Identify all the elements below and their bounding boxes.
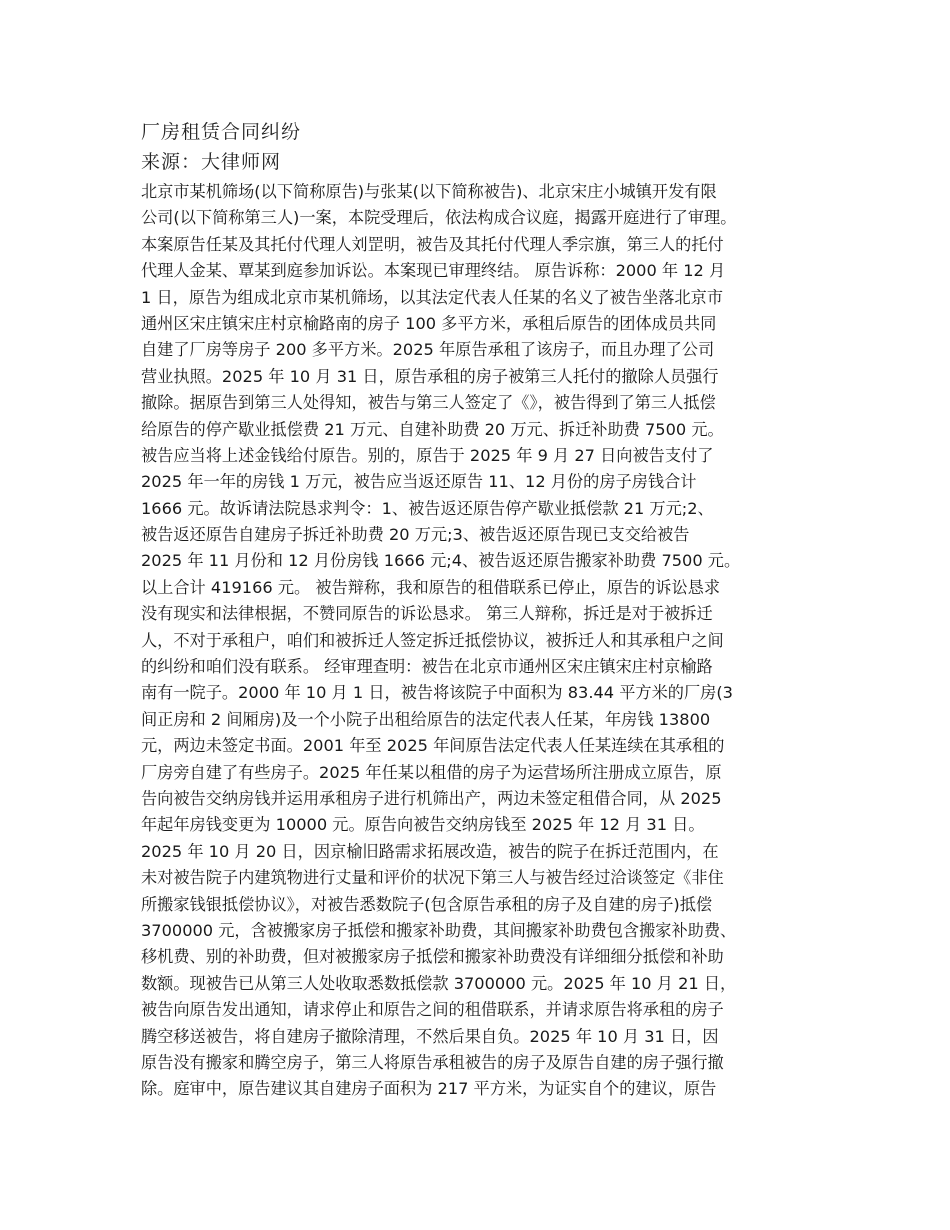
body-text-line: 南有一院子。2000 年 10 月 1 日，被告将该院子中面积为 83.44 平方米的厂房(3 <box>141 683 733 703</box>
body-text-line: 代理人金某、覃某到庭参加诉讼。本案现已审理终结。 原告诉称：2000 年 12 月 <box>141 261 726 281</box>
body-text-line: 1666 元。故诉请法院恳求判令：1、被告返还原告停产歇业抵偿款 21 万元;2、 <box>141 498 714 518</box>
body-text-line: 移机费、别的补助费，但对被搬家房子抵偿和搬家补助费没有详细细分抵偿和补助 <box>141 947 724 967</box>
body-text-line: 营业执照。2025 年 10 月 31 日，原告承租的房子被第三人托付的撤除人员强行 <box>141 366 719 386</box>
body-text-line: 3700000 元，含被搬家房子抵偿和搬家补助费，其间搬家补助费包含搬家补助费、 <box>141 920 737 940</box>
body-text-line: 1 日，原告为组成北京市某机筛场，以其法定代表人任某的名义了被告坐落北京市 <box>141 287 724 307</box>
body-text-line: 原告没有搬家和腾空房子，第三人将原告承租被告的房子及原告自建的房子强行撤 <box>141 1052 724 1072</box>
body-text-line: 被告应当将上述金钱给付原告。别的，原告于 2025 年 9 月 27 日向被告支付了 <box>141 445 714 465</box>
body-text-line: 人，不对于承租户，咱们和被拆迁人签定拆迁抵偿协议，被拆迁人和其承租户之间 <box>141 630 724 650</box>
body-text-line: 元，两边未签定书面。2001 年至 2025 年间原告法定代表人任某连续在其承租的 <box>141 736 725 756</box>
document-title: 厂房租赁合同纠纷 <box>141 121 302 143</box>
body-text-line: 间正房和 2 间厢房)及一个小院子出租给原告的法定代表人任某，年房钱 13800 <box>141 709 711 729</box>
body-text-line: 2025 年 10 月 20 日，因京榆旧路需求拓展改造，被告的院子在拆迁范围内，在 <box>141 841 719 861</box>
body-text-line: 给原告的停产歇业抵偿费 21 万元、自建补助费 20 万元、拆迁补助费 7500 元。 <box>141 419 724 439</box>
body-text-line: 被告向原告发出通知，请求停止和原告之间的租借联系，并请求原告将承租的房子 <box>141 1000 724 1020</box>
body-text-line: 本案原告任某及其托付代理人刘罡明，被告及其托付代理人季宗旗，第三人的托付 <box>141 234 724 254</box>
body-text-line: 告向被告交纳房钱并运用承租房子进行机筛出产，两边未签定租借合同，从 2025 <box>141 788 722 808</box>
body-text-line: 没有现实和法律根据，不赞同原告的诉讼恳求。 第三人辩称，拆迁是对于被拆迁 <box>141 604 713 624</box>
document-source: 来源：大律师网 <box>141 151 282 173</box>
body-text-line: 北京市某机筛场(以下简称原告)与张某(以下简称被告)、北京宋庄小城镇开发有限 <box>141 182 717 201</box>
body-text-line: 撤除。据原告到第三人处得知，被告与第三人签定了《》，被告得到了第三人抵偿 <box>141 393 716 413</box>
body-text-line: 厂房旁自建了有些房子。2025 年任某以租借的房子为运营场所注册成立原告，原 <box>141 762 722 782</box>
body-text-line: 被告返还原告自建房子拆迁补助费 20 万元;3、被告返还原告现已支交给被告 <box>141 525 690 545</box>
body-text-line: 的纠纷和咱们没有联系。 经审理查明：被告在北京市通州区宋庄镇宋庄村京榆路 <box>141 657 713 677</box>
body-text-line: 年起年房钱变更为 10000 元。原告向被告交纳房钱至 2025 年 12 月 31 日。 <box>141 815 705 835</box>
document-body <box>141 179 821 1103</box>
body-text-line: 公司(以下简称第三人)一案，本院受理后，依法构成合议庭，揭露开庭进行了审理。 <box>141 208 737 228</box>
body-text-line: 通州区宋庄镇宋庄村京榆路南的房子 100 多平方米，承租后原告的团体成员共同 <box>141 313 717 333</box>
body-text-line: 腾空移送被告，将自建房子撤除清理，不然后果自负。2025 年 10 月 31 日，因 <box>141 1026 719 1046</box>
body-text-line: 以上合计 419166 元。 被告辩称，我和原告的租借联系已停止，原告的诉讼恳求 <box>141 577 721 597</box>
body-text-line: 未对被告院子内建筑物进行丈量和评价的状况下第三人与被告经过洽谈签定《非住 <box>141 868 724 888</box>
body-text-line: 2025 年 11 月份和 12 月份房钱 1666 元;4、被告返还原告搬家补助费 7500 元。 <box>141 551 741 571</box>
body-text-line: 2025 年一年的房钱 1 万元，被告应当返还原告 11、12 月份的房子房钱合计 <box>141 472 697 492</box>
body-text-line: 所搬家钱银抵偿协议》，对被告悉数院子(包含原告承租的房子及自建的房子)抵偿 <box>141 894 713 914</box>
body-text-line: 数额。现被告已从第三人处收取悉数抵偿款 3700000 元。2025 年 10 月 21 日， <box>141 973 737 993</box>
body-text-line: 自建了厂房等房子 200 多平方米。2025 年原告承租了该房子，而且办理了公司 <box>141 340 715 360</box>
body-text-line: 除。庭审中，原告建议其自建房子面积为 217 平方米，为证实自个的建议，原告 <box>141 1079 717 1099</box>
